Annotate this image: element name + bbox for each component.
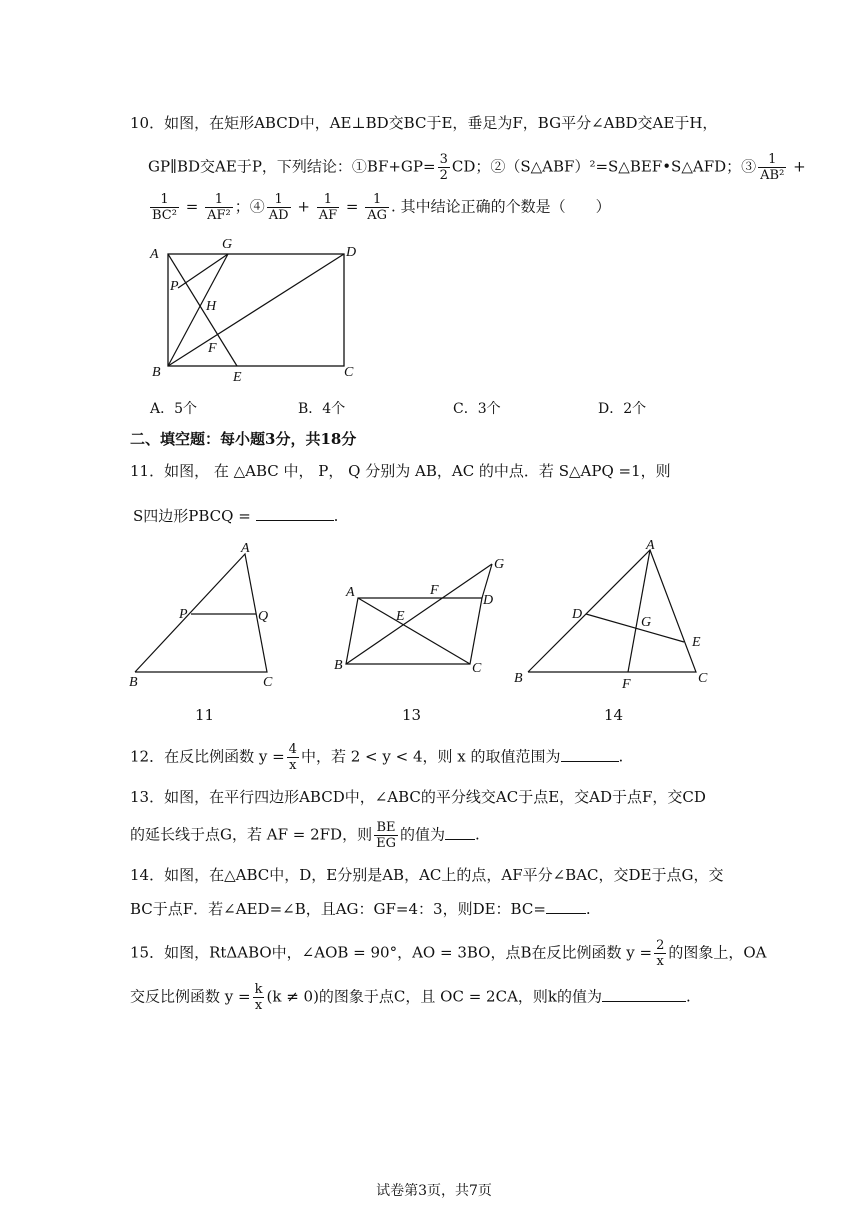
label-F: F <box>430 583 439 598</box>
label-B: B <box>152 365 161 380</box>
fraction: $\frac{1}{AF}$ <box>318 192 338 223</box>
caption-13: 13 <box>402 706 422 724</box>
label-F: F <box>208 341 217 356</box>
label-D: D <box>346 245 357 260</box>
label-B: B <box>334 658 343 673</box>
q10-line1: 10．如图，在矩形ABCD中，AE⊥BD交BC于E，垂足为F，BG平分∠ABD交AE于H， <box>130 114 718 132</box>
line-bd <box>168 254 344 366</box>
label-P: P <box>170 279 179 294</box>
line-ac <box>358 598 470 664</box>
q15-line2: 交反比例函数 y = $\frac{k}{x}$ (k ≠ 0)的图象于点C，且 OC = 2CA，则k的值为 . <box>130 982 691 1013</box>
label-C: C <box>698 671 708 686</box>
q10-text: CD；②（S△ABF）²=S△BEF•S△AFD；③ <box>451 157 757 176</box>
answer-blank <box>546 899 586 914</box>
label-E: E <box>396 609 405 624</box>
caption-11: 11 <box>195 706 215 724</box>
q15-line1: 15．如图，RtΔABO中，∠AOB = 90°，AO = 3BO，点B在反比例函数 y = $\frac{2}{x}$ 的图象上，OA <box>130 938 767 969</box>
q10-figure <box>140 230 370 390</box>
label-C: C <box>472 661 482 676</box>
section-heading: 二、填空题：每小题3分，共18分 <box>130 430 357 448</box>
q10-line2 <box>148 152 806 183</box>
figure-11 <box>125 540 285 695</box>
option-d: D．2个 <box>598 401 647 417</box>
answer-blank <box>602 987 686 1002</box>
label-E: E <box>692 635 701 650</box>
line-bg <box>346 564 492 664</box>
label-C: C <box>263 675 273 690</box>
q13-line2: 的延长线于点G，若 AF = 2FD，则 $\frac{BE}{EG}$ 的值为 . <box>130 820 480 851</box>
label-A: A <box>646 540 655 553</box>
q10-text: GP∥BD交AE于P，下列结论：①BF+GP= <box>148 157 436 176</box>
q10-line3: $\frac{1}{\text{BC²}}$ = $\frac{1}{\text{AF²}}$ ；④ $\frac{1}{AD}$ + $\frac{1}{AF}$ = $\frac{1}{AG}$ . 其中结论正确的个数是（ ） <box>152 192 611 223</box>
triangle-abc <box>528 550 696 672</box>
line-gp <box>178 254 228 288</box>
q13-line1: 13．如图，在平行四边形ABCD中，∠ABC的平分线交AC于点E，交AD于点F，交CD <box>130 788 706 806</box>
option-a: A．5个 <box>150 401 198 417</box>
answer-blank <box>445 825 475 840</box>
fraction: $\frac{1}{AD}$ <box>268 192 289 223</box>
label-C: C <box>344 365 354 380</box>
label-A: A <box>241 541 250 556</box>
caption-14: 14 <box>604 706 624 724</box>
answer-blank <box>256 506 334 521</box>
label-A: A <box>150 247 159 262</box>
answer-blank <box>561 747 619 762</box>
q14-line1: 14．如图，在△ABC中，D，E分别是AB，AC上的点，AF平分∠BAC，交DE于点G，交 <box>130 866 724 884</box>
q11-line2: S四边形PBCQ = . <box>133 507 339 525</box>
fraction: $\frac{1}{\text{AF²}}$ <box>207 192 231 223</box>
fraction: $\frac{1}{AG}$ <box>367 192 388 223</box>
line-bg <box>168 254 228 366</box>
figure-13 <box>330 552 510 682</box>
label-G: G <box>494 557 505 572</box>
q12: 12．在反比例函数 y = $\frac{4}{x}$ 中，若 2 < y < 4，则 x 的取值范围为 . <box>130 742 624 773</box>
label-B: B <box>514 671 523 686</box>
fraction: $\frac{1}{\text{AB²}}$ <box>760 152 785 183</box>
label-P: P <box>179 607 188 622</box>
label-A: A <box>346 585 355 600</box>
fraction: $\frac{3}{2}$ <box>439 152 448 183</box>
label-E: E <box>233 370 242 385</box>
figure-14 <box>510 540 710 695</box>
label-Q: Q <box>258 609 269 624</box>
q10-text: + <box>793 157 806 176</box>
label-D: D <box>483 593 494 608</box>
page-footer: 试卷第3页，共7页 <box>376 1183 492 1199</box>
fraction: $\frac{1}{\text{BC²}}$ <box>152 192 177 223</box>
label-D: D <box>572 607 583 622</box>
triangle-abc <box>135 554 267 672</box>
label-G: G <box>222 237 233 252</box>
option-b: B．4个 <box>298 401 346 417</box>
label-F: F <box>622 677 631 692</box>
q11-line1: 11．如图， 在 △ABC 中， P， Q 分别为 AB，AC 的中点．若 S△APQ =1，则 <box>130 462 671 480</box>
option-c: C．3个 <box>453 401 501 417</box>
label-G: G <box>641 615 652 630</box>
label-H: H <box>206 299 217 314</box>
line-de <box>586 614 684 642</box>
label-B: B <box>129 675 138 690</box>
q14-line2: BC于点F．若∠AED=∠B，且AG：GF=4：3，则DE：BC= . <box>130 900 591 918</box>
